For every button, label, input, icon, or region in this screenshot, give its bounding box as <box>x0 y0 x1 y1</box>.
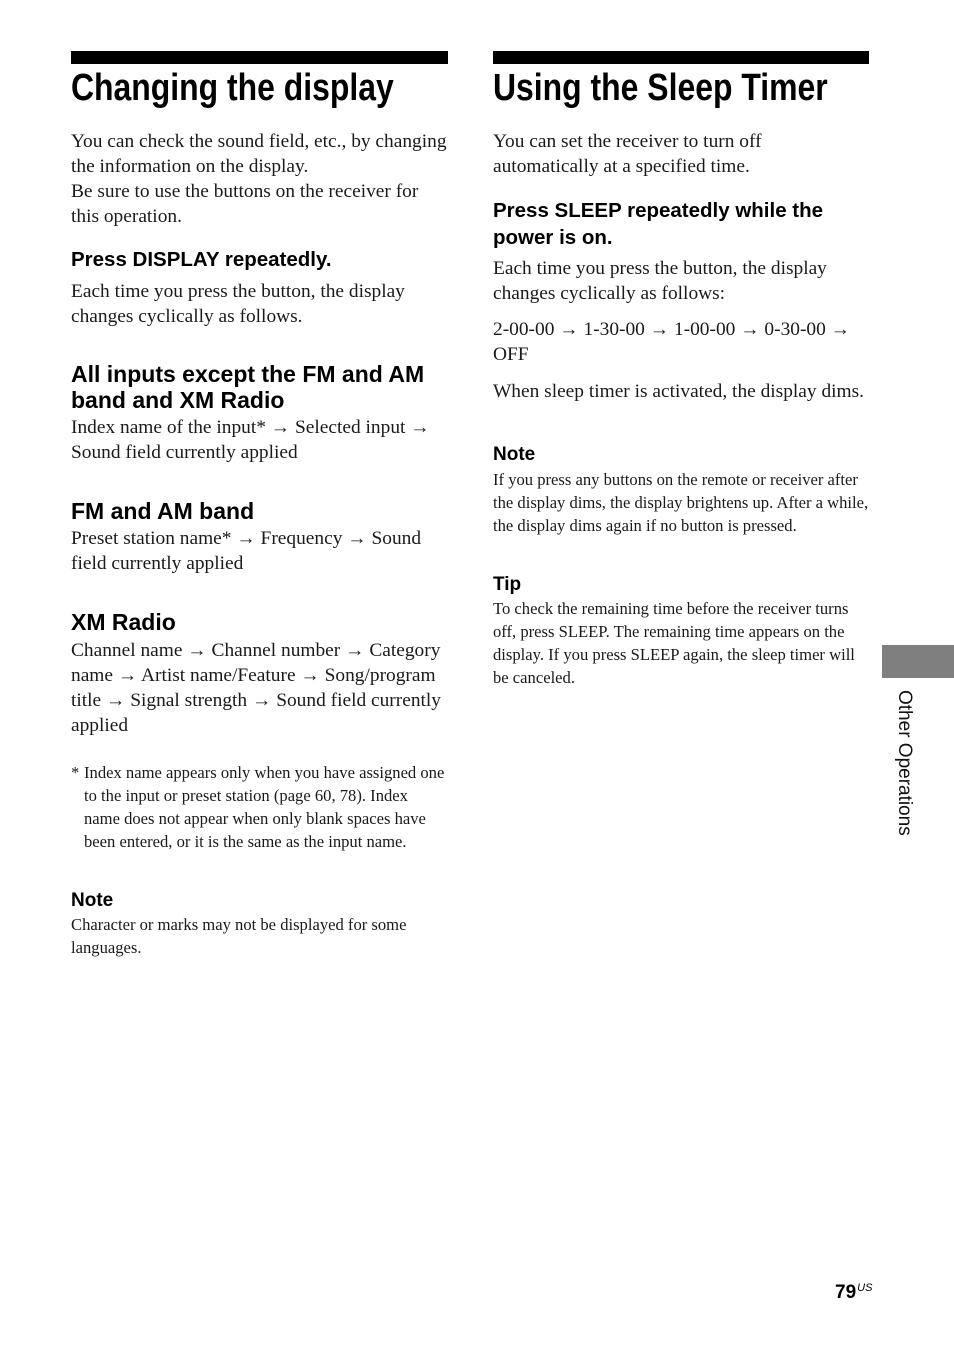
page-title-changing-display: Changing the display <box>71 67 394 109</box>
sequence-fm-am: Preset station name* → Frequency → Sound field currently applied <box>71 528 422 574</box>
page-number <box>835 1282 872 1304</box>
step-heading: Press DISPLAY repeatedly. <box>71 248 332 271</box>
page-title-sleep-timer: Using the Sleep Timer <box>493 67 828 109</box>
intro <box>71 129 448 229</box>
page-number-value: 79 <box>835 1282 857 1303</box>
page-number-suffix: US <box>857 1282 873 1294</box>
sequence-all-inputs: Index name of the input* → Selected input → Sound field currently applied <box>71 417 430 463</box>
note-label: Note <box>493 444 536 465</box>
intro-text: You can set the receiver to turn off automatically at a specified time. <box>493 131 762 177</box>
step-body: Each time you press the button, the display changes cyclically as follows. <box>71 281 405 327</box>
subheading-xm-radio: XM Radio <box>71 609 176 635</box>
footnote-text: Index name appears only when you have assigned one to the input or preset station (page 60, 78). Index name does not appear when only blank spaces have been entered, or it is the same as the input name. <box>84 763 445 851</box>
section-label: Other Operations <box>894 690 915 836</box>
tip-text: To check the remaining time before the receiver turns off, press SLEEP. The remaining time appears on the display. If you press SLEEP again, the sleep timer will be canceled. <box>493 599 855 687</box>
section-tab <box>882 645 954 678</box>
sequence-xm-radio: Channel name → Channel number → Category name → Artist name/Feature → Song/program title → Signal strength → Sound field currently applied <box>71 640 441 736</box>
step-heading: Press SLEEP repeatedly while the power is on. <box>493 199 824 249</box>
step-body: Each time you press the button, the display changes cyclically as follows: <box>493 258 827 304</box>
footnote-mark: * <box>71 763 80 782</box>
section-rule <box>493 51 869 64</box>
tip-label: Tip <box>493 574 522 595</box>
note-text: Character or marks may not be displayed for some languages. <box>71 915 407 957</box>
footnote <box>71 761 448 853</box>
intro-text: You can check the sound field, etc., by changing the information on the display. <box>71 131 447 177</box>
dim-text: When sleep timer is activated, the display dims. <box>493 381 865 402</box>
intro-instruction: Be sure to use the buttons on the receiver for this operation. <box>71 181 419 227</box>
note-text: If you press any buttons on the remote or receiver after the display dims, the display brightens up. After a while, the display dims again if no button is pressed. <box>493 470 869 535</box>
subheading-fm-am: FM and AM band <box>71 498 255 524</box>
section-rule <box>71 51 448 64</box>
sleep-sequence: 2-00-00 → 1-30-00 → 1-00-00 → 0-30-00 → OFF <box>493 319 851 365</box>
subheading-all-inputs: All inputs except the FM and AM band and XM Radio <box>71 361 425 413</box>
note-label: Note <box>71 890 114 911</box>
